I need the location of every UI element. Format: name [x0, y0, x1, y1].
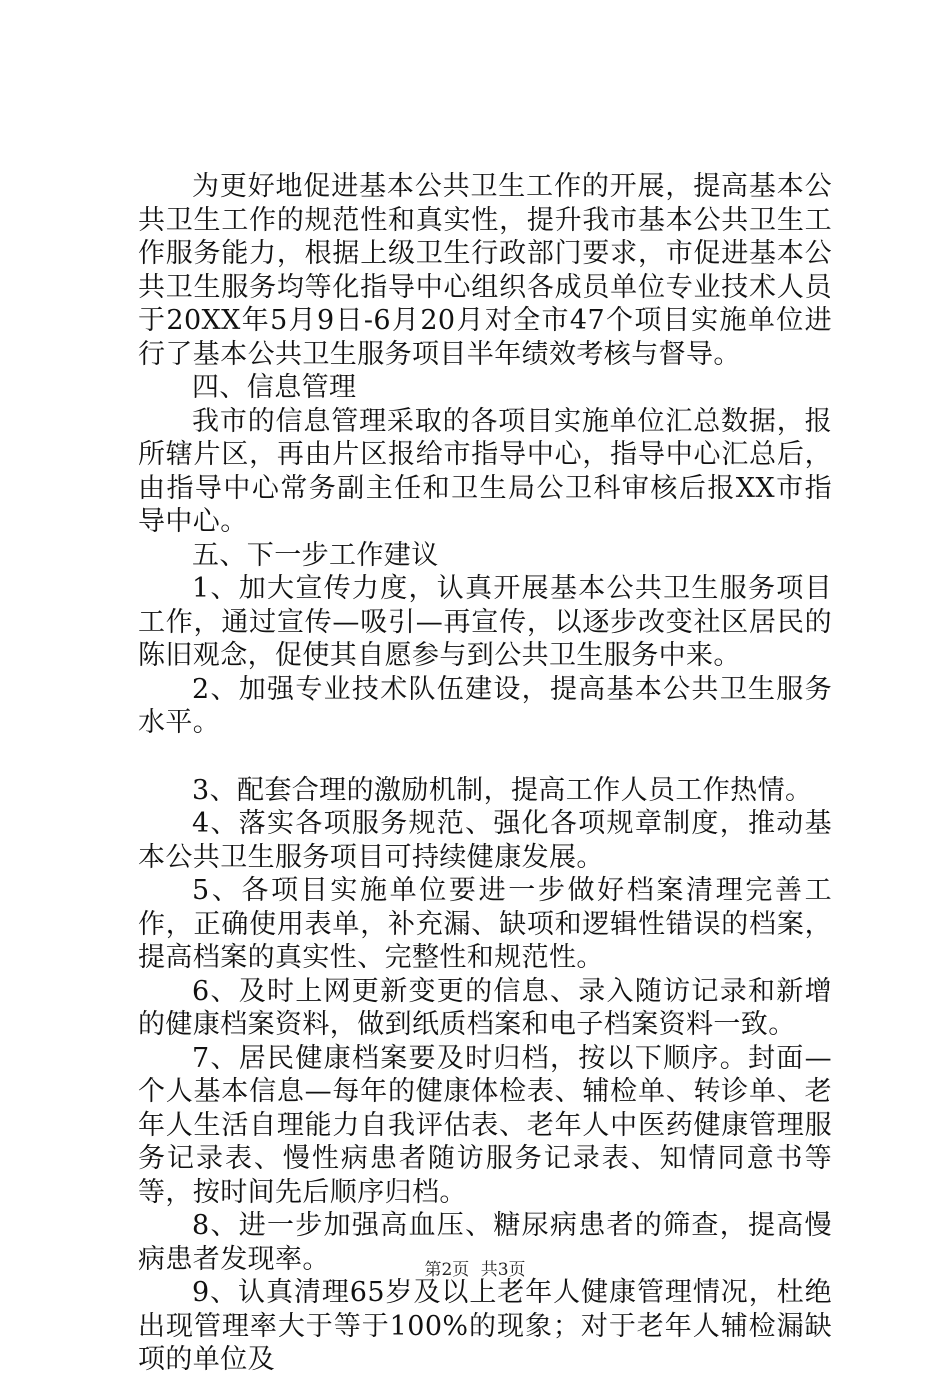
list-item-3: 3、配套合理的激励机制，提高工作人员工作热情。 [192, 774, 813, 806]
list-item-9: 9、认真清理65岁及以上老年人健康管理情况，杜绝出现管理率大于等于100%的现象；对于老年人辅检漏缺项的单位及 [138, 1277, 832, 1375]
list-item-8: 8、进一步加强高血压、糖尿病患者的筛查，提高慢病患者发现率。 [138, 1210, 832, 1275]
section-heading-info-management: 四、信息管理 [192, 372, 357, 403]
list-item-5: 5、各项目实施单位要进一步做好档案清理完善工作，正确使用表单，补充漏、缺项和逻辑性错误的档案，提高档案的真实性、完整性和规范性。 [138, 875, 832, 973]
list-item-6: 6、及时上网更新变更的信息、录入随访记录和新增的健康档案资料，做到纸质档案和电子档案资料一致。 [138, 975, 832, 1040]
list-item-4: 4、落实各项服务规范、强化各项规章制度，推动基本公共卫生服务项目可持续健康发展。 [138, 808, 832, 873]
paragraph-intro: 为更好地促进基本公共卫生工作的开展，提高基本公共卫生工作的规范性和真实性，提升我市基本公共卫生工作服务能力，根据上级卫生行政部门要求，市促进基本公共卫生服务均等化指导中心组织各成员单位专业技术人员于20XX年5月9日-6月20月对全市47个项目实施单位进行了基本公共卫生服务项目半年绩效考核与督导。 [138, 171, 832, 370]
section-heading-next-steps: 五、下一步工作建议 [192, 539, 439, 571]
list-item-2: 2、加强专业技术队伍建设，提高基本公共卫生服务水平。 [138, 673, 832, 738]
document-body [138, 170, 832, 1377]
page-footer [0, 1255, 950, 1280]
list-item-1: 1、加大宣传力度，认真开展基本公共卫生服务项目工作，通过宣传—吸引—再宣传，以逐步改变社区居民的陈旧观念，促使其自愿参与到公共卫生服务中来。 [138, 573, 832, 671]
paragraph-info-management: 我市的信息管理采取的各项目实施单位汇总数据，报所辖片区，再由片区报给市指导中心，指导中心汇总后，由指导中心常务副主任和卫生局公卫科审核后报XX市指导中心。 [138, 405, 832, 537]
list-item-7: 7、居民健康档案要及时归档，按以下顺序。封面—个人基本信息—每年的健康体检表、辅检单、转诊单、老年人生活自理能力自我评估表、老年人中医药健康管理服务记录表、慢性病患者随访服务记录表、知情同意书等等，按时间先后顺序归档。 [138, 1042, 832, 1208]
page-number: 第2页 [424, 1260, 470, 1280]
page-total: 共3页 [480, 1260, 526, 1280]
